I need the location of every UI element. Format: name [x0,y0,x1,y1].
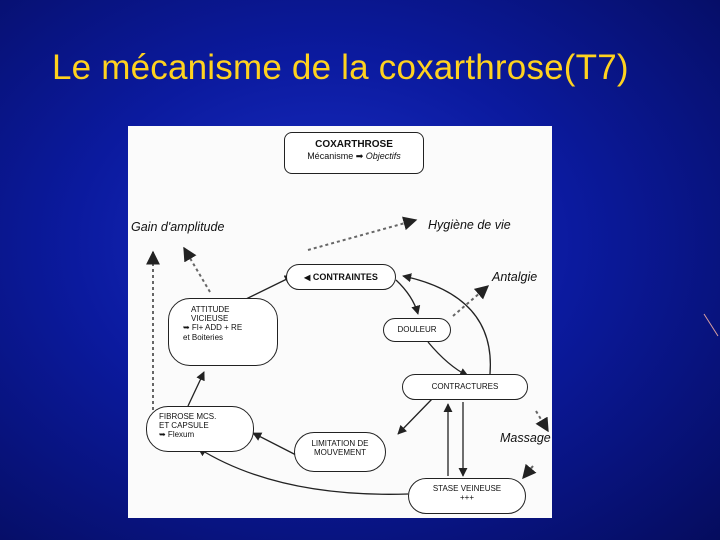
contraintes-marker: ◀ [304,273,311,282]
label-hygiene-de-vie: Hygiène de vie [428,218,511,232]
arrow-douleur-contractures [428,342,468,376]
header-title: COXARTHROSE [315,139,393,150]
coxarthrose-header-box [284,132,424,174]
label-antalgie: Antalgie [492,270,538,284]
edge-decoration [700,310,720,340]
douleur-label: DOULEUR [397,325,437,334]
contraintes-label: CONTRAINTES [312,272,378,282]
label-massage: Massage [500,431,551,445]
arrow-contractures-limitation [398,398,433,434]
arrow-contraintes-douleur [396,280,418,314]
contractures-label: CONTRACTURES [431,382,499,391]
node-douleur [383,318,451,342]
diagram-figure [128,126,552,518]
slide-title: Le mécanisme de la coxarthrose(T7) [52,48,629,87]
node-limitation: LIMITATION DE MOUVEMENT [294,432,386,472]
arrow-massage [536,411,548,431]
node-contractures [402,374,528,400]
node-fibrose: FIBROSE MCS. ET CAPSULE ➥ Flexum [146,406,254,452]
label-gain-amplitude: Gain d'amplitude [131,220,225,234]
arrow-attitude-gain [184,248,210,292]
arrow-antalgie [453,286,488,316]
node-contraintes [286,264,396,290]
node-stase-veineuse: STASE VEINEUSE +++ [408,478,526,514]
arrow-fibrose-attitude [188,372,204,406]
node-attitude: ATTITUDE VICIEUSE ➥ Fl+ ADD + RE et Boiteries [168,298,278,366]
header-subtitle: Mécanisme ➡ Objectifs [307,150,401,161]
arrow-massage-stase [523,466,533,478]
arrow-hygiene [308,220,416,250]
arrow-limitation-fibrose [253,433,298,456]
